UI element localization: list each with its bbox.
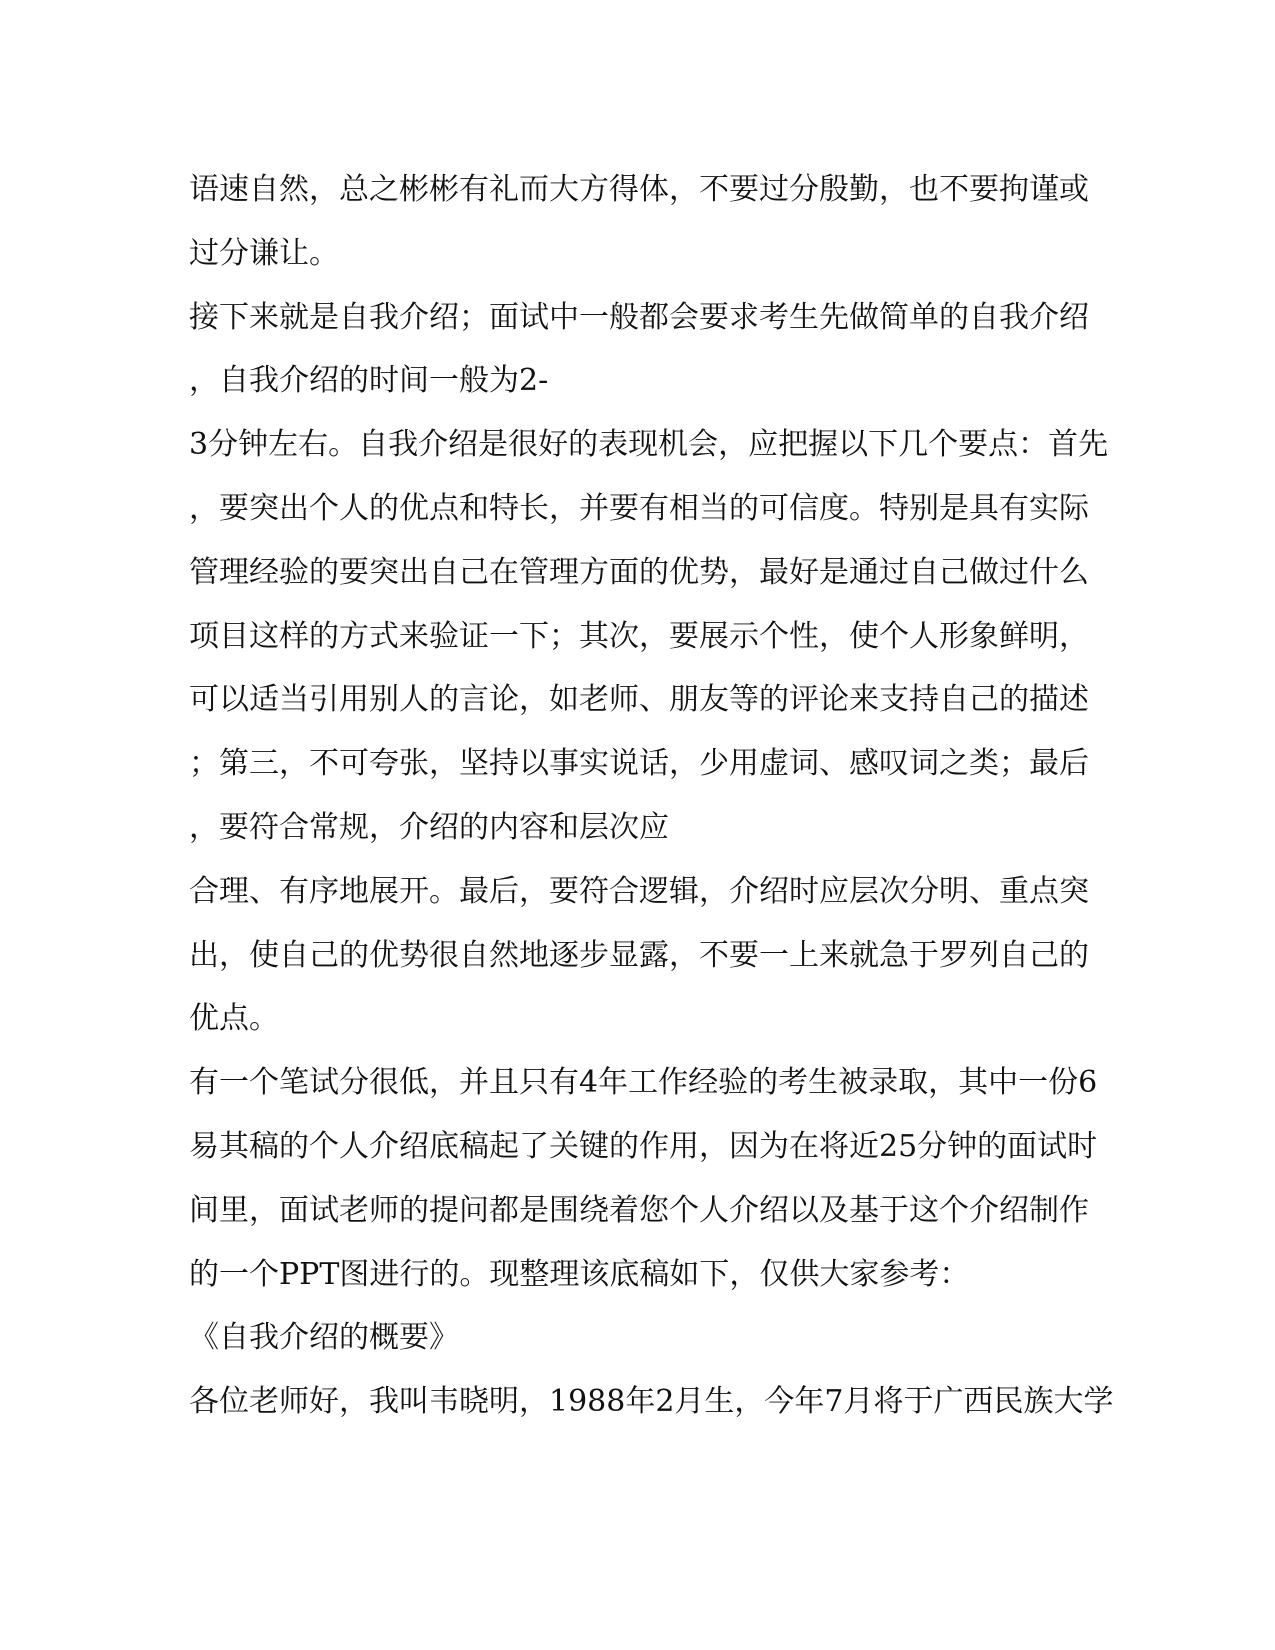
text-line: ；第三，不可夸张，坚持以事实说话，少用虚词、感叹词之类；最后 <box>189 746 1089 782</box>
text-line: ，自我介绍的时间一般为2- <box>189 363 549 399</box>
text-line: 易其稿的个人介绍底稿起了关键的作用，因为在将近25分钟的面试时 <box>189 1128 1098 1164</box>
text-line: 语速自然，总之彬彬有礼而大方得体，不要过分殷勤，也不要拘谨或 <box>189 172 1089 207</box>
section-title: 《自我介绍的概要》 <box>189 1320 459 1356</box>
text-line: 的一个PPT图进行的。现整理该底稿如下，仅供大家参考： <box>189 1256 970 1292</box>
text-line: 项目这样的方式来验证一下；其次，要展示个性，使个人形象鲜明， <box>189 618 1089 654</box>
text-line: 3分钟左右。自我介绍是很好的表现机会，应把握以下几个要点：首先 <box>189 427 1109 463</box>
body-text <box>189 158 1114 1434</box>
text-line: 可以适当引用别人的言论，如老师、朋友等的评论来支持自己的描述 <box>189 682 1089 718</box>
text-line: 有一个笔试分很低，并且只有4年工作经验的考生被录取，其中一份6 <box>189 1065 1098 1101</box>
text-line: 接下来就是自我介绍；面试中一般都会要求考生先做简单的自我介绍 <box>189 299 1089 335</box>
text-line: 管理经验的要突出自己在管理方面的优势，最好是通过自己做过什么 <box>189 554 1089 590</box>
text-line: 出，使自己的优势很自然地逐步显露，不要一上来就急于罗列自己的 <box>189 937 1089 973</box>
text-line: 过分谦让。 <box>189 235 339 271</box>
text-line: 间里，面试老师的提问都是围绕着您个人介绍以及基于这个介绍制作 <box>189 1192 1089 1228</box>
text-line: ，要符合常规，介绍的内容和层次应 <box>189 809 669 845</box>
text-line: ，要突出个人的优点和特长，并要有相当的可信度。特别是具有实际 <box>189 490 1089 526</box>
text-line: 优点。 <box>189 1001 279 1037</box>
text-line: 各位老师好，我叫韦晓明，1988年2月生，今年7月将于广西民族大学 <box>189 1384 1114 1420</box>
text-line: 合理、有序地展开。最后，要符合逻辑，介绍时应层次分明、重点突 <box>189 873 1089 909</box>
